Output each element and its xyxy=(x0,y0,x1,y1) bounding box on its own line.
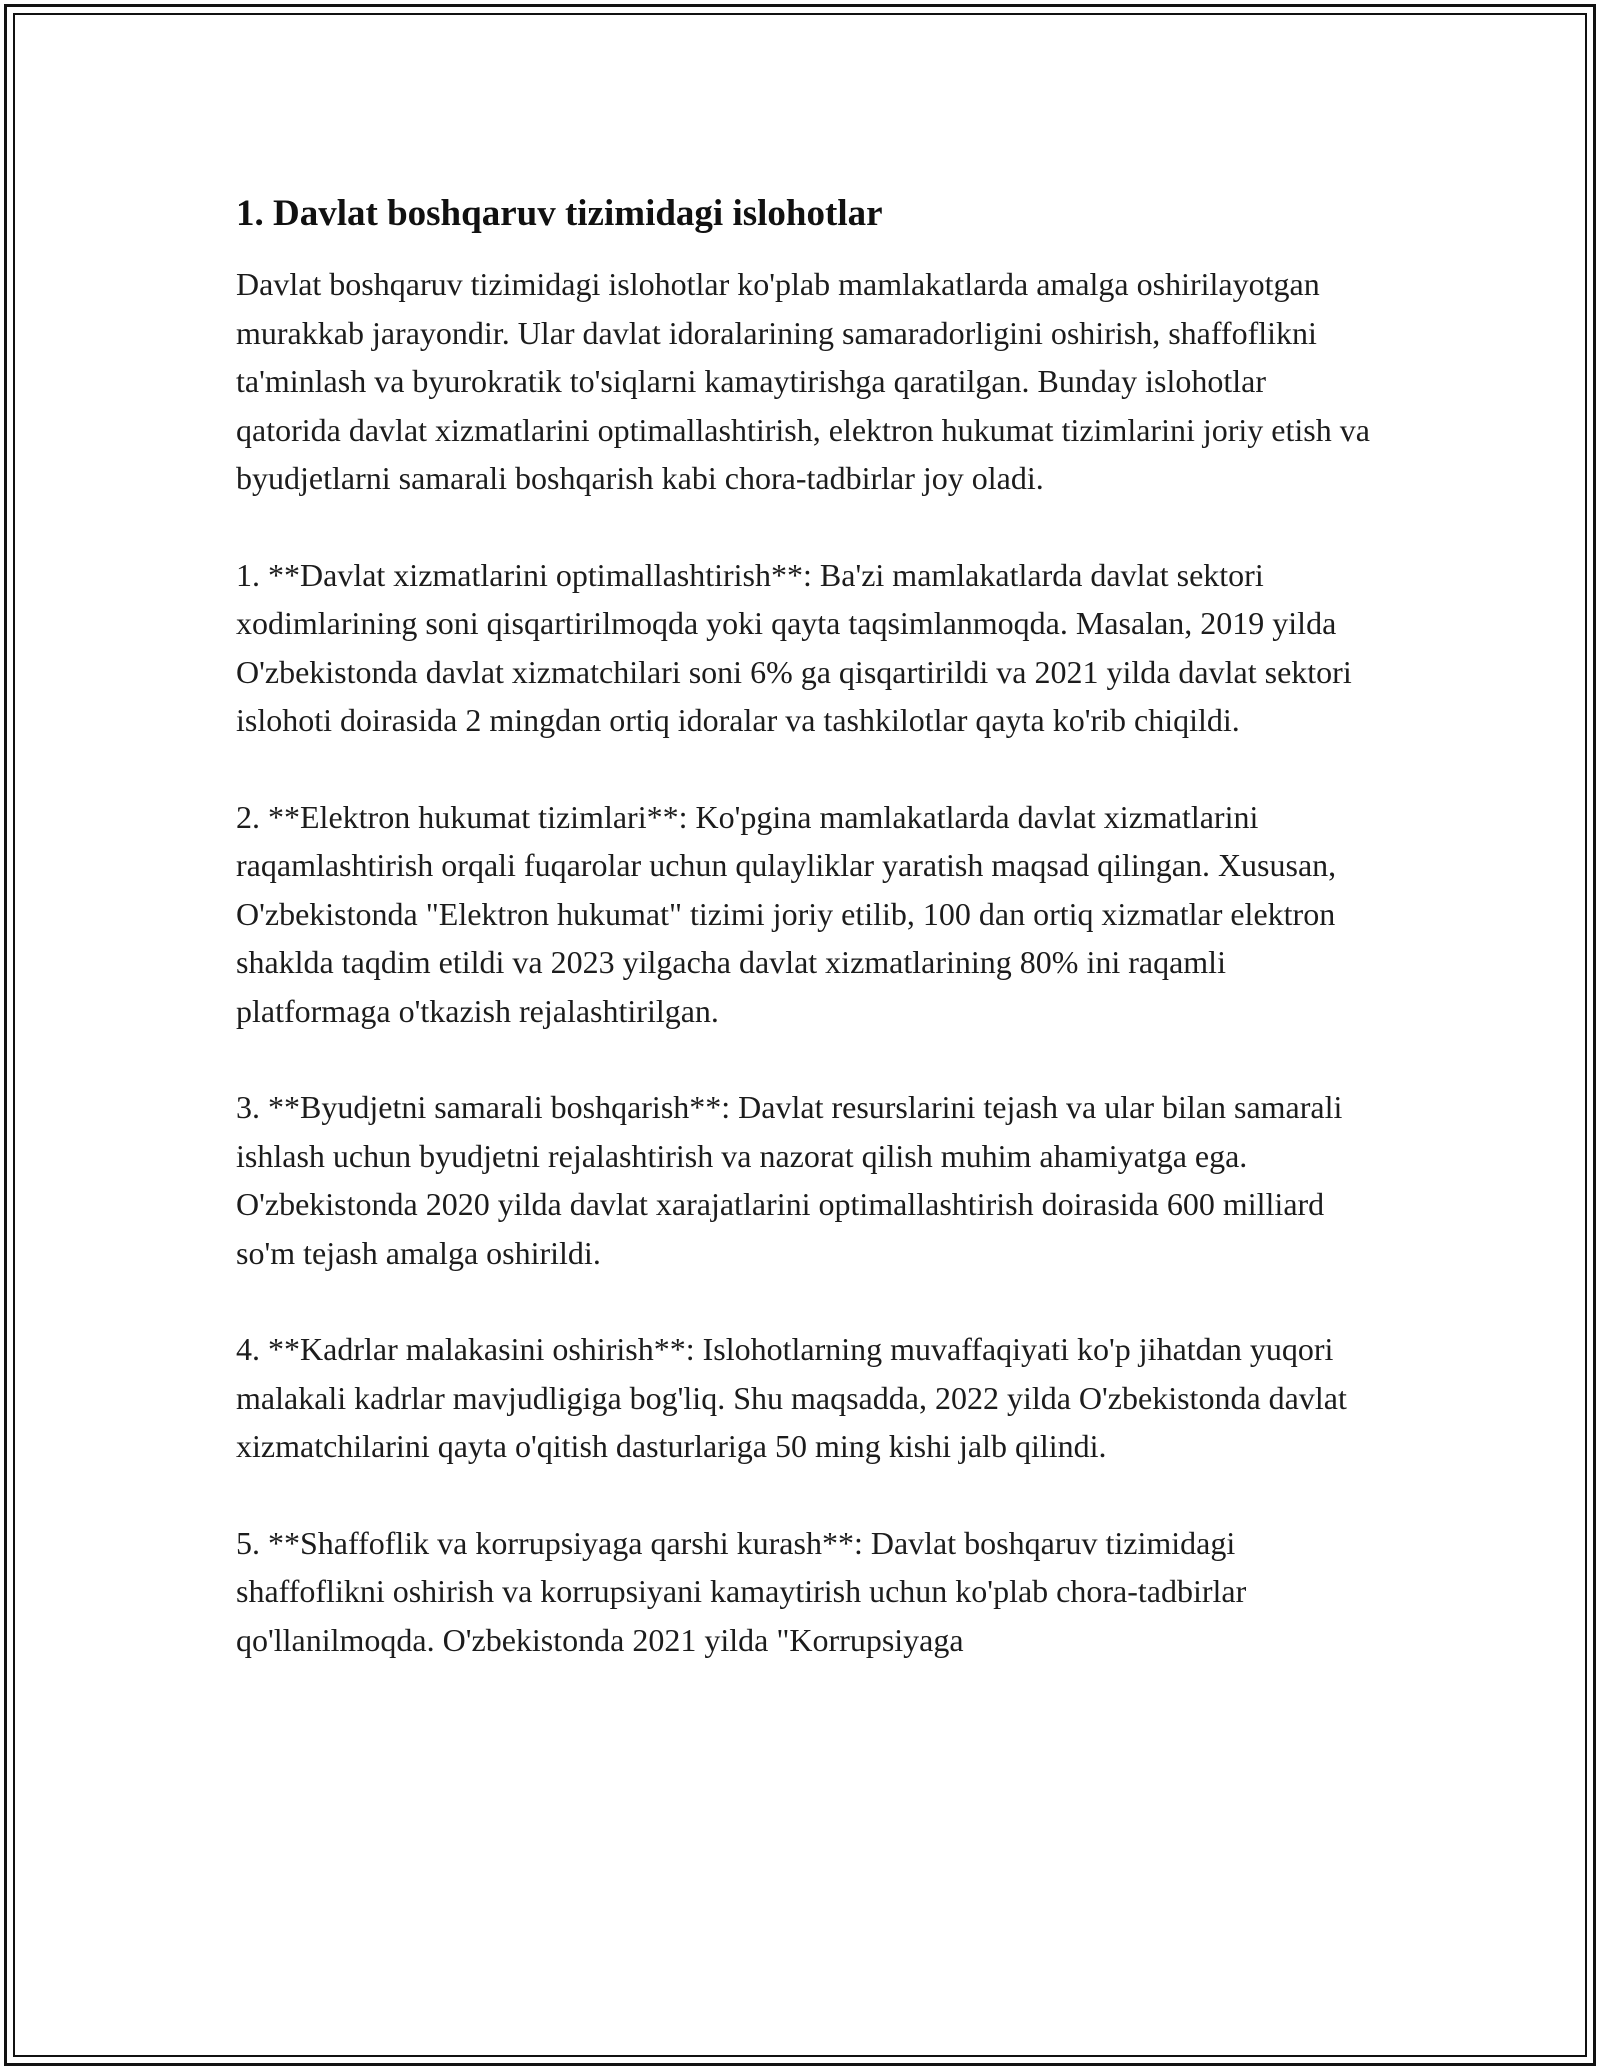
intro-paragraph: Davlat boshqaruv tizimidagi islohotlar ko'plab mamlakatlarda amalga oshirilayotgan murakkab jarayondir. Ular davlat idoralarining samaradorligini oshirish, shaffoflikni ta'minlash va byurokratik to'siqlarni kamaytirishga qaratilgan. Bunday islohotlar qatorida davlat xizmatlarini optimallashtirish, elektron hukumat tizimlarini joriy etish va byudjetlarni samarali boshqarish kabi chora-tadbirlar joy oladi. xyxy=(236,266,1370,496)
list-item-budget: 3. **Byudjetni samarali boshqarish**: Davlat resurslarini tejash va ular bilan samarali ishlash uchun byudjetni rejalashtirish va nazorat qilish muhim ahamiyatga ega. O'zbekistonda 2020 yilda davlat xarajatlarini optimallashtirish doirasida 600 milliard so'm tejash amalga oshirildi. xyxy=(236,1089,1343,1271)
section-heading: 1. Davlat boshqaruv tizimidagi islohotlar xyxy=(236,193,883,234)
list-item-e-government: 2. **Elektron hukumat tizimlari**: Ko'pgina mamlakatlarda davlat xizmatlarini raqamlashtirish orqali fuqarolar uchun qulayliklar yaratish maqsad qilingan. Xususan, O'zbekistonda "Elektron hukumat" tizimi joriy etilib, 100 dan ortiq xizmatlar elektron shaklda taqdim etildi va 2023 yilgacha davlat xizmatlarining 80% ini raqamli platformaga o'tkazish rejalashtirilgan. xyxy=(236,798,1337,1029)
list-item-staff-training: 4. **Kadrlar malakasini oshirish**: Islohotlarning muvaffaqiyati ko'p jihatdan yuqori malakali kadrlar mavjudligiga bog'liq. Shu maqsadda, 2022 yilda O'zbekistonda davlat xizmatchilarini qayta o'qitish dasturlariga 50 ming kishi jalb qilindi. xyxy=(236,1331,1347,1464)
list-item-optimization: 1. **Davlat xizmatlarini optimallashtirish**: Ba'zi mamlakatlarda davlat sektori xodimlarining soni qisqartirilmoqda yoki qayta taqsimlanmoqda. Masalan, 2019 yilda O'zbekistonda davlat xizmatchilari soni 6% ga qisqartirildi va 2021 yilda davlat sektori islohoti doirasida 2 mingdan ortiq idoralar va tashkilotlar qayta ko'rib chiqildi. xyxy=(236,556,1352,738)
document-body xyxy=(236,186,1376,1664)
list-item-transparency: 5. **Shaffoflik va korrupsiyaga qarshi kurash**: Davlat boshqaruv tizimidagi shaffoflikni oshirish va korrupsiyani kamaytirish uchun ko'plab chora-tadbirlar qo'llanilmoqda. O'zbekistonda 2021 yilda "Korrupsiyaga xyxy=(236,1524,1247,1658)
